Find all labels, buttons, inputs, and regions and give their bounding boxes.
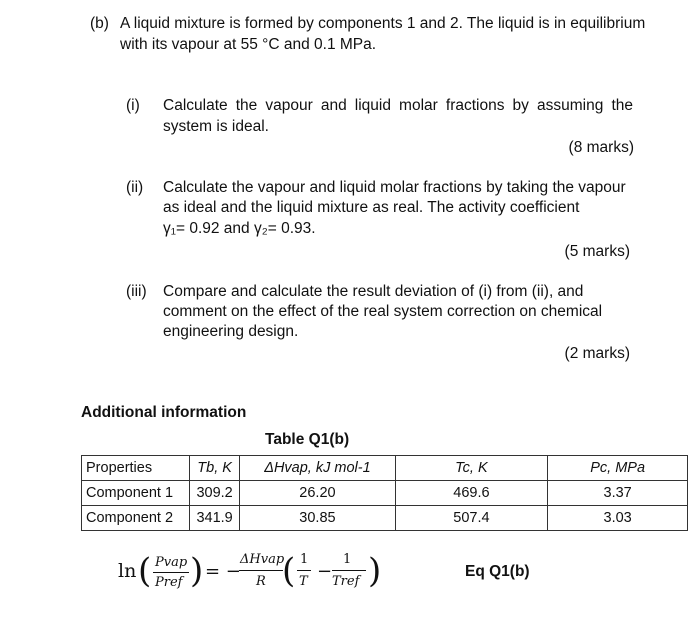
table-title: Table Q1(b) <box>265 431 350 448</box>
sub-ii-label: (ii) <box>126 179 144 196</box>
eq-left-paren: ( <box>138 551 152 591</box>
cell-component-name: Component 2 <box>82 506 190 531</box>
header-tc: Tc, K <box>395 456 548 481</box>
eq-p-vap: Pvap <box>155 555 188 570</box>
sub-i-marks: (8 marks) <box>568 139 634 156</box>
table-row <box>82 506 688 531</box>
table-row <box>82 481 688 506</box>
eq-delta-h: ΔHvap <box>240 552 285 567</box>
eq-fraction-bar <box>297 570 311 571</box>
sub-i-line-2: system is ideal. <box>163 118 269 135</box>
sub-i-line-1: Calculate the vapour and liquid molar fractions by assuming the <box>163 97 633 114</box>
header-tb: Tb, K <box>189 456 240 481</box>
header-properties: Properties <box>82 456 190 481</box>
header-pc: Pc, MPa <box>548 456 688 481</box>
sub-iii-line-1: Compare and calculate the result deviation of (i) from (ii), and <box>163 283 584 300</box>
cell-pc: 3.37 <box>548 481 688 506</box>
eq-right-paren: ) <box>190 551 204 591</box>
cell-dhvap: 30.85 <box>240 506 395 531</box>
properties-table <box>81 455 688 531</box>
cell-component-name: Component 1 <box>82 481 190 506</box>
part-label: (b) <box>90 15 109 32</box>
sub-iii-line-3: engineering design. <box>163 323 299 340</box>
part-b-line-2: with its vapour at 55 °C and 0.1 MPa. <box>120 36 377 53</box>
eq-equals: = − <box>205 561 241 582</box>
eq-minus: − <box>317 561 333 582</box>
cell-tb: 309.2 <box>189 481 240 506</box>
sub-iii-line-2: comment on the effect of the real system correction on chemical <box>163 303 603 320</box>
sub-ii-line-1: Calculate the vapour and liquid molar fractions by taking the vapour <box>163 179 626 196</box>
cell-tb: 341.9 <box>189 506 240 531</box>
eq-fraction-bar <box>332 570 366 571</box>
eq-r: R <box>256 574 266 589</box>
sub-iii-label: (iii) <box>126 283 147 300</box>
eq-fraction-bar <box>153 572 189 573</box>
eq-right-paren: ) <box>368 551 382 591</box>
cell-dhvap: 26.20 <box>240 481 395 506</box>
cell-pc: 3.03 <box>548 506 688 531</box>
sub-ii-line-2: as ideal and the liquid mixture as real. The activity coefficient <box>163 199 580 216</box>
cell-tc: 507.4 <box>395 506 548 531</box>
eq-one: 1 <box>300 552 309 567</box>
cell-tc: 469.6 <box>395 481 548 506</box>
eq-p-ref: Pref <box>155 575 183 590</box>
equation-label: Eq Q1(b) <box>465 563 530 580</box>
header-dhvap: ΔHvap, kJ mol-1 <box>240 456 395 481</box>
eq-left-paren: ( <box>282 551 296 591</box>
additional-info-heading: Additional information <box>81 404 247 421</box>
eq-ln: ln <box>118 560 137 582</box>
eq-one: 1 <box>343 552 352 567</box>
sub-ii-marks: (5 marks) <box>564 243 630 260</box>
sub-i-label: (i) <box>126 97 140 114</box>
table-header-row <box>82 456 688 481</box>
eq-fraction-bar <box>239 570 283 571</box>
eq-t-ref: Tref <box>332 574 360 589</box>
clausius-clapeyron-equation <box>118 548 388 598</box>
eq-t: T <box>299 574 308 589</box>
sub-iii-marks: (2 marks) <box>564 345 630 362</box>
part-b-line-1: A liquid mixture is formed by components 1 and 2. The liquid is in equilibrium <box>120 15 646 32</box>
sub-ii-line-3: γ₁= 0.92 and γ₂= 0.93. <box>163 220 316 237</box>
